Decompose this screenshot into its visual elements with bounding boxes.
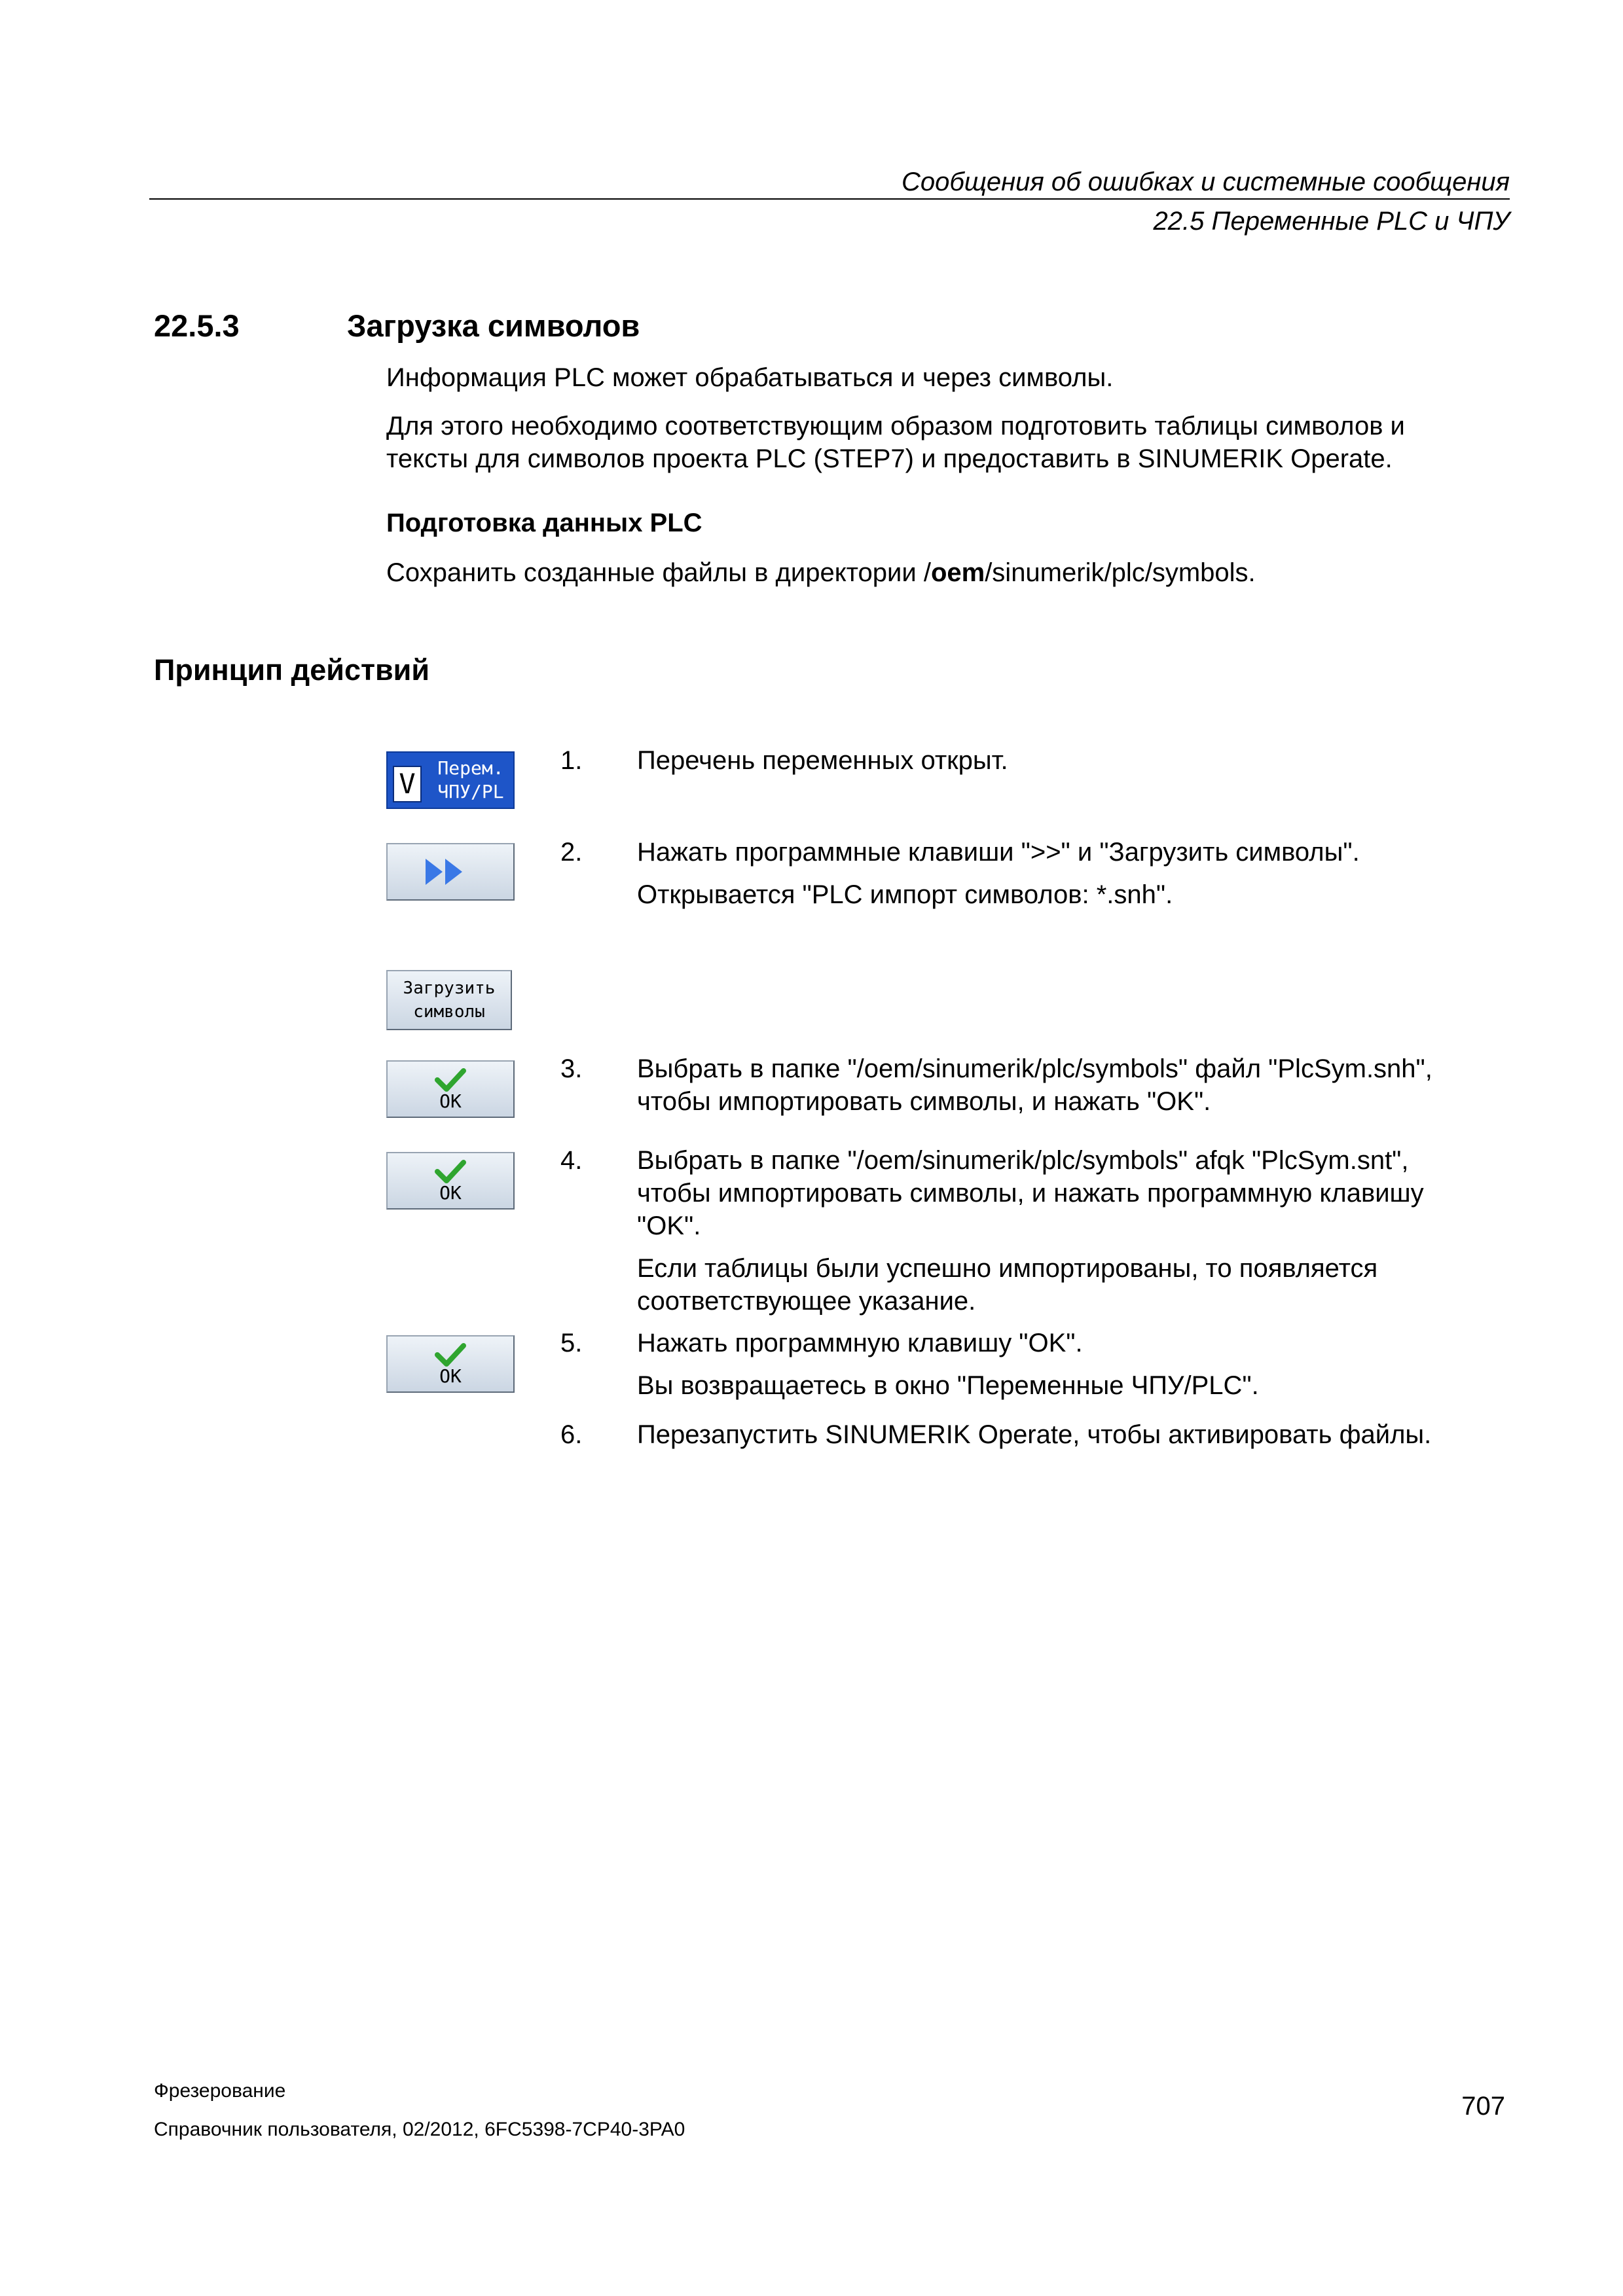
section-title: Загрузка символов	[347, 308, 640, 343]
softkey-ok-step3[interactable]	[386, 1060, 515, 1118]
step-number: 6.	[560, 1420, 583, 1449]
softkey-ok-step5[interactable]	[386, 1335, 515, 1393]
step-4-text-line-5: соответствующее указание.	[637, 1287, 976, 1316]
step-3-text-line-1: Выбрать в папке "/oem/sinumerik/plc/symbols" файл "PlcSym.snh",	[637, 1054, 1432, 1083]
step-5-text-line-1: Нажать программную клавишу "OK".	[637, 1329, 1083, 1357]
preparation-text-end: /sinumerik/plc/symbols.	[985, 558, 1256, 587]
step-5-text-line-2: Вы возвращаетесь в окно "Переменные ЧПУ/PLC".	[637, 1371, 1259, 1400]
softkey-load-symbols[interactable]	[386, 970, 512, 1030]
variables-icon: V	[393, 766, 422, 802]
softkey-variables-line1: Перем.	[437, 757, 504, 779]
procedure-title: Принцип действий	[154, 653, 429, 687]
step-6-text: Перезапустить SINUMERIK Operate, чтобы активировать файлы.	[637, 1420, 1432, 1449]
footer-document-info: Справочник пользователя, 02/2012, 6FC5398-7CP40-3PA0	[154, 2119, 685, 2140]
softkey-ok-label: OK	[439, 1090, 462, 1112]
softkey-forward[interactable]	[386, 843, 515, 901]
step-number: 5.	[560, 1329, 583, 1357]
step-number: 1.	[560, 746, 583, 775]
preparation-text-start: Сохранить созданные файлы в директории /	[386, 558, 931, 587]
footer-product: Фрезерование	[154, 2080, 286, 2102]
header-rule	[149, 198, 1510, 200]
step-number: 3.	[560, 1054, 583, 1083]
step-4-text-line-1: Выбрать в папке "/oem/sinumerik/plc/symbols" afqk "PlcSym.snt",	[637, 1146, 1409, 1175]
step-2-text-line-1: Нажать программные клавиши ">>" и "Загрузить символы".	[637, 838, 1360, 867]
step-4-text-line-3: "OK".	[637, 1211, 701, 1240]
preparation-title: Подготовка данных PLC	[386, 509, 702, 537]
softkey-variables-label	[428, 757, 513, 804]
softkey-load-symbols-label	[388, 977, 511, 1024]
softkey-load-symbols-line1: Загрузить	[403, 978, 496, 998]
running-header-chapter: Сообщения об ошибках и системные сообщения	[901, 168, 1510, 196]
softkey-variables-line2: ЧПУ/PL	[437, 781, 504, 802]
step-4-text-line-2: чтобы импортировать символы, и нажать программную клавишу	[637, 1179, 1424, 1208]
step-number: 4.	[560, 1146, 583, 1175]
intro-paragraph-2-line-1: Для этого необходимо соответствующим образом подготовить таблицы символов и	[386, 412, 1405, 440]
page-number: 707	[1461, 2092, 1505, 2121]
step-4-text-line-4: Если таблицы были успешно импортированы, то появляется	[637, 1254, 1378, 1283]
softkey-ok-label: OK	[439, 1365, 462, 1387]
preparation-text	[386, 556, 1256, 589]
preparation-text-bold: oem	[930, 558, 985, 587]
intro-paragraph-1: Информация PLC может обрабатываться и через символы.	[386, 363, 1114, 392]
running-header-section: 22.5 Переменные PLC и ЧПУ	[1153, 207, 1510, 236]
softkey-ok-step4[interactable]	[386, 1152, 515, 1210]
intro-paragraph-2-line-2: тексты для символов проекта PLC (STEP7) и предоставить в SINUMERIK Operate.	[386, 444, 1393, 473]
softkey-variables[interactable]	[386, 751, 515, 809]
step-3-text-line-2: чтобы импортировать символы, и нажать "OK".	[637, 1087, 1211, 1116]
step-number: 2.	[560, 838, 583, 867]
section-number: 22.5.3	[154, 308, 240, 343]
step-2-text-line-2: Открывается "PLC импорт символов: *.snh".	[637, 880, 1173, 909]
softkey-load-symbols-line2: символы	[413, 1002, 485, 1022]
step-1-text: Перечень переменных открыт.	[637, 746, 1008, 775]
double-chevron-right-icon	[388, 844, 513, 899]
softkey-ok-label: OK	[439, 1182, 462, 1204]
